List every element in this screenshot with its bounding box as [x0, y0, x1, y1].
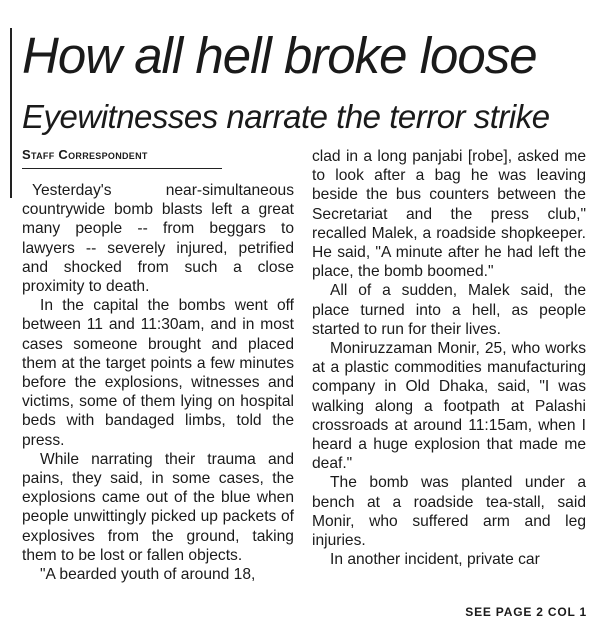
- byline: Staff Correspondent: [22, 145, 222, 169]
- paragraph: clad in a long panjabi [robe], asked me to look after a bag he was leaving beside the bus counters between the Secretariat and the press club," recalled Malek, a roadside shopkeeper. He said, "A minute after he had left the place, the bomb boomed.": [312, 148, 586, 281]
- headline: How all hell broke loose: [22, 27, 537, 84]
- headline-rule: [10, 28, 12, 198]
- paragraph: Moniruzzaman Monir, 25, who works at a plastic commodities manufacturing company in Old Dhaka, said, "I was walking along a footpath at Palashi crossroads at around 11:15am, when I heard a huge explosion that made me deaf.": [312, 340, 586, 473]
- article-column-right: [312, 147, 586, 569]
- paragraph: "A bearded youth of around 18,: [40, 566, 256, 584]
- paragraph: In the capital the bombs went off between 11 and 11:30am, and in most cases someone brought and placed them at the target points a few minutes before the explosions, witnesses and victims, some of them lying on hospital beds with bandaged limbs, told the press.: [22, 297, 294, 449]
- subheadline: Eyewitnesses narrate the terror strike: [22, 98, 550, 135]
- paragraph: All of a sudden, Malek said, the place turned into a hell, as people started to run for their lives.: [312, 282, 586, 338]
- continuation-note: SEE PAGE 2 COL 1: [465, 605, 587, 619]
- paragraph: The bomb was planted under a bench at a roadside tea-stall, said Monir, who suffered arm and leg injuries.: [312, 474, 586, 550]
- paragraph: Yesterday's near-simultaneous countrywide bomb blasts left a great many people -- from beggars to lawyers -- severely injured, petrified and shocked from such a close proximity to death.: [22, 182, 294, 296]
- article-column-left: [22, 145, 294, 584]
- paragraph: While narrating their trauma and pains, they said, in some cases, the explosions came out of the blue when people unwittingly picked up packets of explosives from the ground, taking them to be lost or fallen objects.: [22, 450, 294, 564]
- paragraph: In another incident, private car: [330, 551, 540, 569]
